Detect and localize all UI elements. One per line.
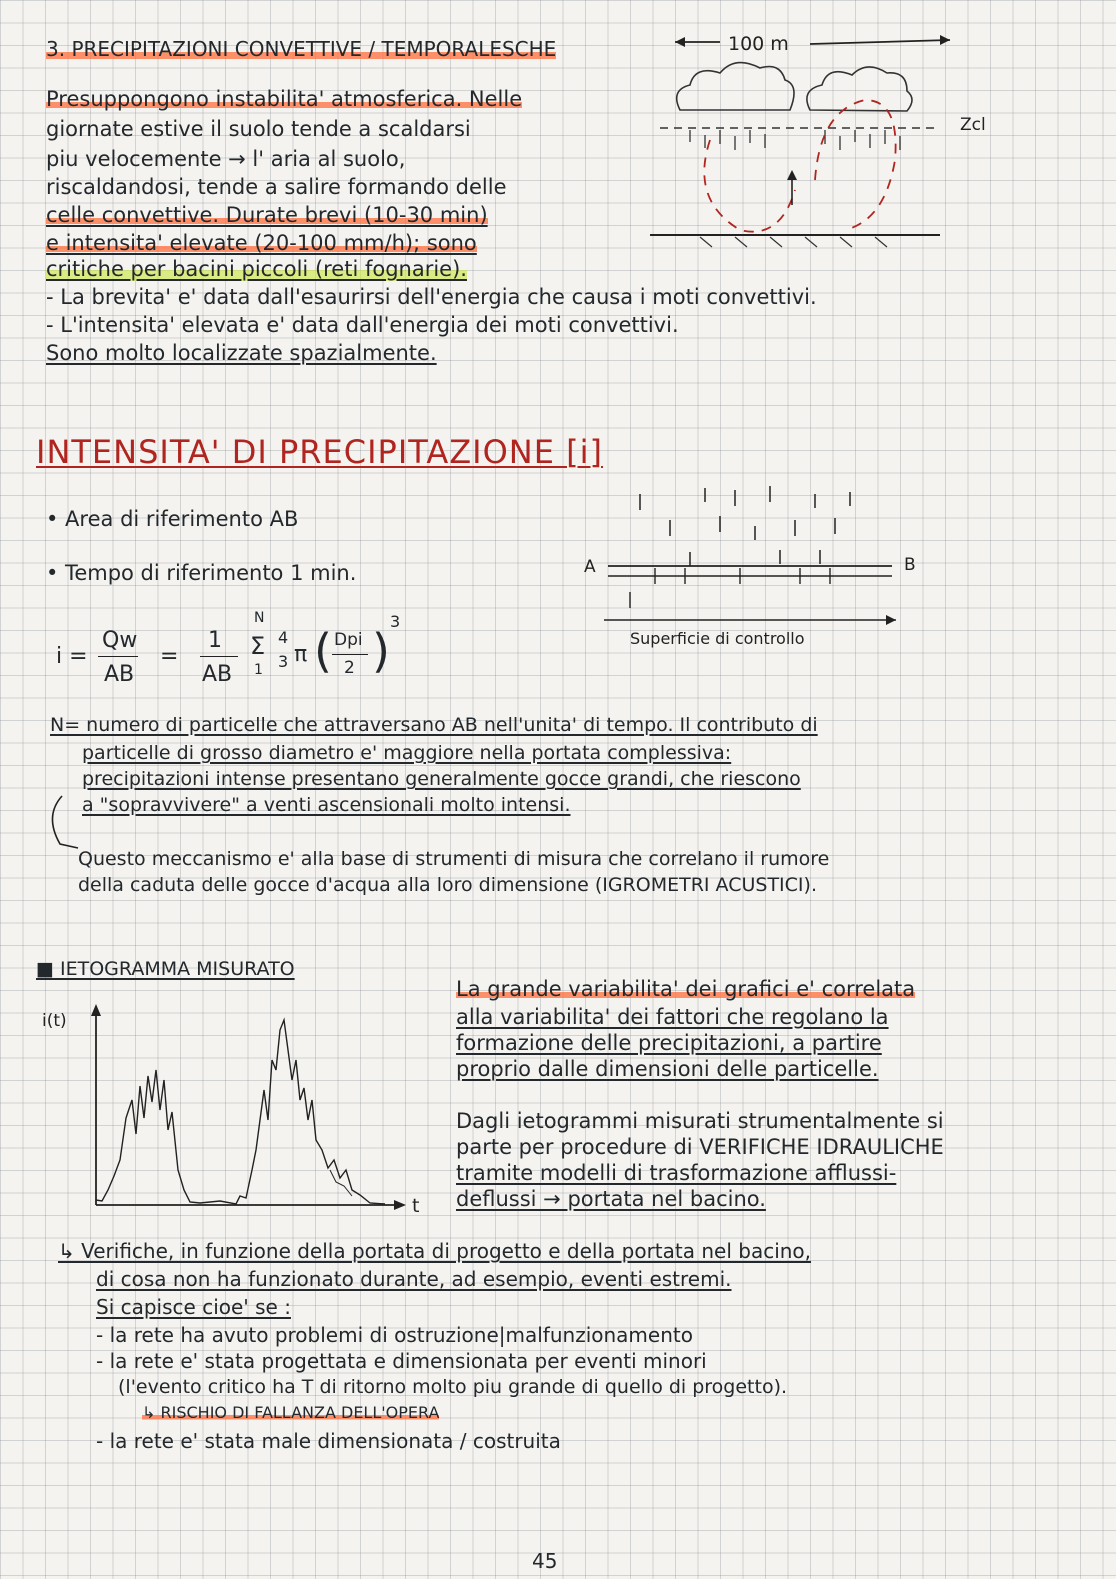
verifiche-line-5: - la rete e' stata progettata e dimensionata per eventi minori [96, 1349, 707, 1373]
ietogramma-para1-line4: proprio dalle dimensioni delle particelle. [456, 1057, 879, 1081]
verifiche-line-3: Si capisce cioe' se : [96, 1295, 291, 1319]
section-line-8: - La brevita' e' data dall'esaurirsi dell'energia che causa i moti convettivi. [46, 285, 817, 309]
ietogramma-chart [40, 1000, 420, 1230]
ietogramma-para1-line3: formazione delle precipitazioni, a partire [456, 1031, 882, 1055]
ietogramma-heading: ■ IETOGRAMMA MISURATO [36, 958, 295, 980]
section-line-5: celle convettive. Durate brevi (10-30 min) [46, 203, 488, 227]
formula-ab: AB [104, 662, 135, 687]
section-line-1: Presuppongono instabilita' atmosferica. Nelle [46, 87, 523, 111]
area-reference: • Area di riferimento AB [46, 507, 299, 531]
section-line-4: riscaldandosi, tende a salire formando delle [46, 175, 507, 199]
control-surface-sketch [580, 480, 916, 650]
formula-exp: 3 [390, 612, 401, 631]
section-line-6: e intensita' elevate (20-100 mm/h); sono [46, 231, 477, 255]
verifiche-line-6: (l'evento critico ha T di ritorno molto piu grande di quello di progetto). [118, 1376, 788, 1398]
section-title-text: PRECIPITAZIONI CONVETTIVE / TEMPORALESCHE [71, 37, 557, 61]
formula-dp: Dpi [334, 630, 363, 650]
formula-sigma: Σ [250, 632, 266, 660]
note-line-5: Questo meccanismo e' alla base di strumenti di misura che correlano il rumore [78, 848, 830, 870]
formula-qw: Qw [102, 628, 138, 653]
section-line-2: giornate estive il suolo tende a scaldarsi [46, 117, 471, 141]
formula-frac-den: 3 [278, 652, 289, 671]
verifiche-line-7: ↳ RISCHIO DI FALLANZA DELL'OPERA [142, 1403, 440, 1422]
x-axis-label: t [412, 1195, 420, 1217]
verifiche-line-2: di cosa non ha funzionato durante, ad esempio, eventi estremi. [96, 1267, 732, 1291]
formula-eq: = [160, 644, 179, 669]
section-line-10: Sono molto localizzate spazialmente. [46, 341, 437, 365]
section-number: 3. [46, 37, 66, 61]
formula-one: 1 [208, 628, 222, 653]
note-line-2: particelle di grosso diametro e' maggiore nella portata complessiva: [82, 742, 732, 764]
intensity-formula: i = Qw AB = 1 AB N Σ 1 4 3 π ( Dpi 2 ) 3 [56, 610, 401, 687]
note-line-4: a "sopravvivere" a venti ascensionali molto intensi. [82, 794, 571, 816]
time-reference: • Tempo di riferimento 1 min. [46, 561, 357, 585]
formula-frac-num: 4 [278, 628, 289, 647]
scale-label: 100 m [728, 33, 789, 55]
formula-ab2: AB [202, 662, 233, 687]
convective-cells-sketch [650, 30, 1010, 260]
formula-lhs: i = [56, 644, 88, 669]
section-title [46, 36, 556, 62]
ietogramma-series-line [96, 1020, 385, 1204]
formula-pi: π [294, 642, 308, 667]
note-line-6: della caduta delle gocce d'acqua alla loro dimensione (IGROMETRI ACUSTICI). [78, 874, 817, 896]
note-line-3: precipitazioni intense presentano generalmente gocce grandi, che riescono [82, 768, 801, 790]
ietogramma-para2-line3: tramite modelli di trasformazione afflussi- [456, 1161, 897, 1185]
section-line-3: piu velocemente → l' aria al suolo, [46, 147, 406, 171]
ietogramma-para1-line1: La grande variabilita' dei grafici e' correlata [456, 977, 916, 1001]
intensity-heading: INTENSITA' DI PRECIPITAZIONE [i] [36, 433, 603, 471]
verifiche-line-8: - la rete e' stata male dimensionata / costruita [96, 1429, 561, 1453]
ietogramma-para1-line2: alla variabilita' dei fattori che regolano la [456, 1005, 889, 1029]
ietogramma-para2-line4: deflussi → portata nel bacino. [456, 1187, 766, 1211]
label-a: A [584, 557, 596, 577]
formula-upper: N [254, 610, 265, 626]
verifiche-line-1: ↳ Verifiche, in funzione della portata di progetto e della portata nel bacino, [58, 1239, 812, 1263]
z-label: Zcl [960, 115, 986, 135]
ietogramma-para2-line2: parte per procedure di VERIFICHE IDRAULICHE [456, 1135, 944, 1159]
verifiche-line-4: - la rete ha avuto problemi di ostruzione|malfunzionamento [96, 1323, 693, 1347]
formula-lower: 1 [254, 662, 263, 678]
formula-two: 2 [344, 658, 355, 678]
label-b: B [904, 555, 916, 575]
ietogramma-para2-line1: Dagli ietogrammi misurati strumentalmente si [456, 1109, 944, 1133]
section-line-7: critiche per bacini piccoli (reti fognarie). [46, 257, 467, 281]
bracket-arrow-icon [40, 790, 80, 870]
note-line-1: N= numero di particelle che attraversano AB nell'unita' di tempo. Il contributo di [50, 714, 818, 736]
page-number: 45 [532, 1549, 558, 1573]
control-surface-caption: Superficie di controllo [630, 629, 805, 648]
section-line-9: - L'intensita' elevata e' data dall'energia dei moti convettivi. [46, 313, 679, 337]
y-axis-label: i(t) [42, 1011, 67, 1031]
